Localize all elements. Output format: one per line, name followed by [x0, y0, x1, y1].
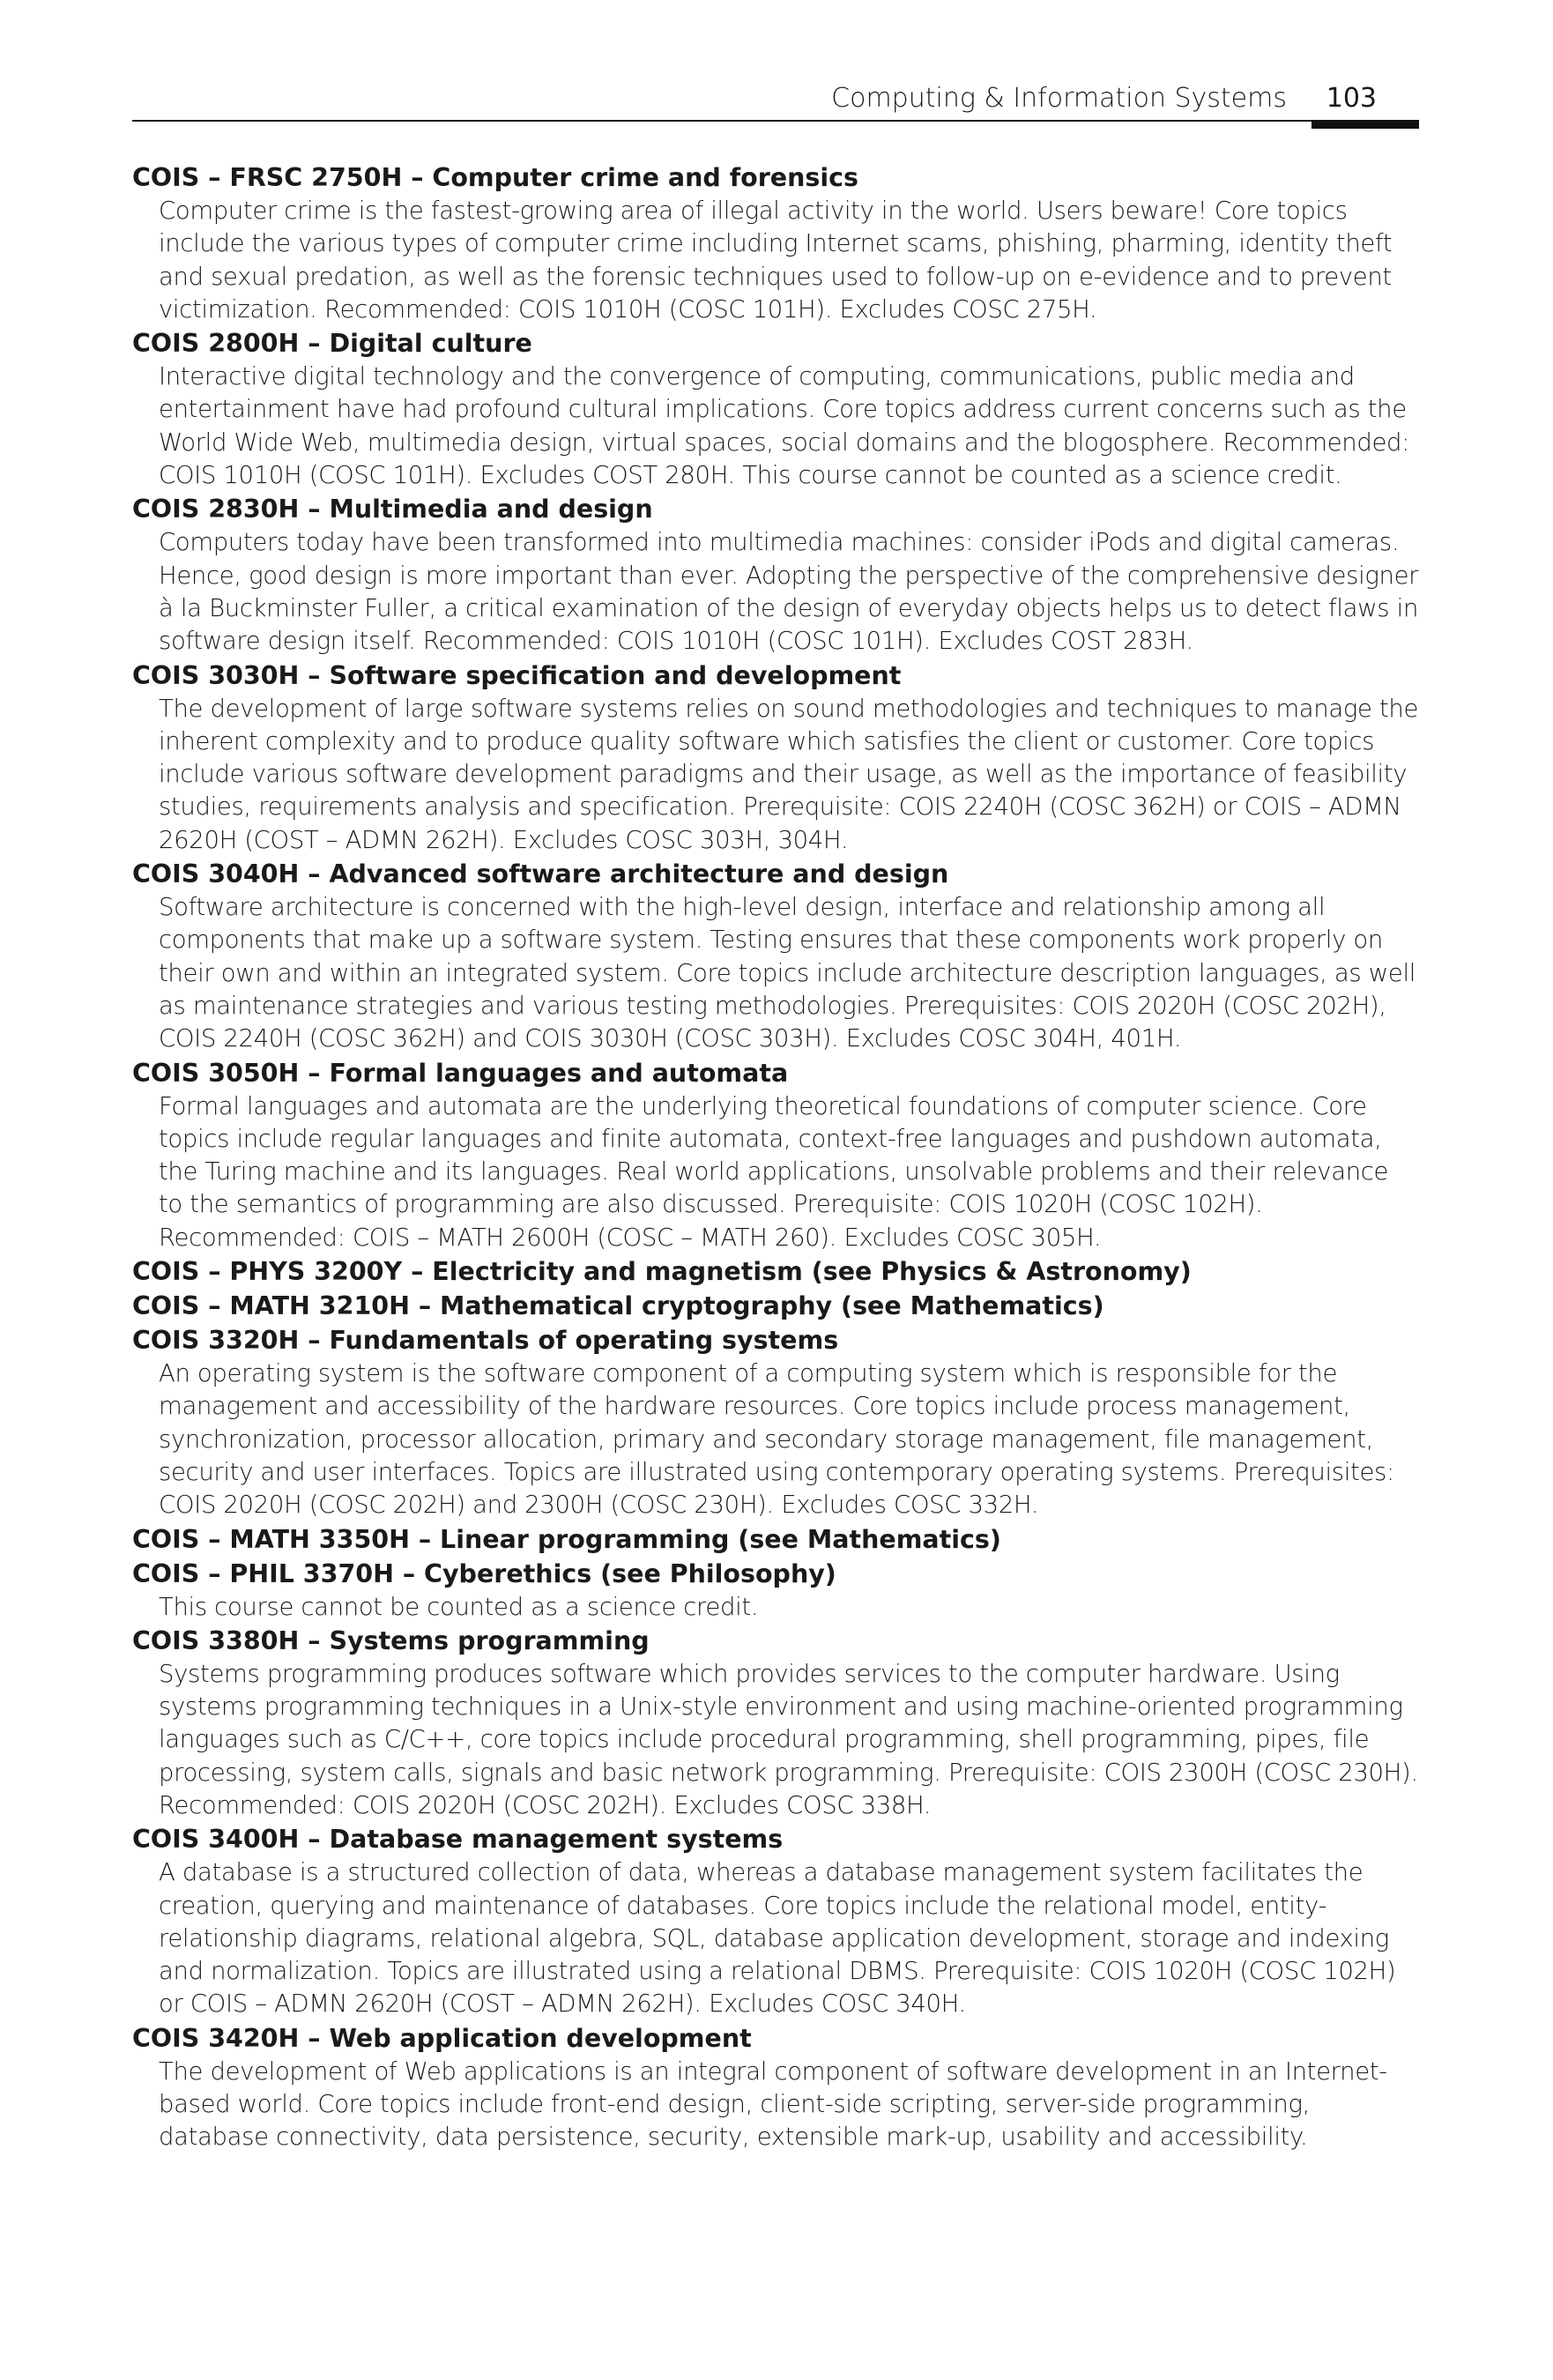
course-entry — [132, 326, 1419, 492]
course-entry — [132, 1289, 1419, 1323]
course-description: Interactive digital technology and the convergence of computing, communications, public media and entertainment have had profound cultural implications. Core topics address current concerns such as the World Wide Web, multimedia design, virtual spaces, social domains and the blogosphere. Recommended: COIS 1010H (COSC 101H). Excludes COST 280H. This course cannot be counted as a science credit. — [159, 362, 1410, 490]
course-description: Computers today have been transformed into multimedia machines: consider iPods and digital cameras. Hence, good design is more important than ever. Adopting the perspective of the comprehensive designer à la Buckminster Fuller, a critical examination of the design of everyday objects helps us to detect flaws in software design itself. Recommended: COIS 1010H (COSC 101H). Excludes COST 283H. — [159, 528, 1419, 656]
course-entry — [132, 1557, 1419, 1624]
running-header-section: Computing & Information Systems — [831, 83, 1287, 114]
course-title: COIS 2800H – Digital culture — [132, 329, 532, 359]
page-header — [132, 79, 1419, 123]
course-title: COIS 3420H – Web application development — [132, 2023, 752, 2053]
course-title: COIS – PHIL 3370H – Cyberethics (see Philosophy) — [132, 1558, 836, 1588]
course-description: A database is a structured collection of data, whereas a database management system facilitates the creation, querying and maintenance of databases. Core topics include the relational model, entity-relationship diagrams, relational algebra, SQL, database application development, storage and indexing and normalization. Topics are illustrated using a relational DBMS. Prerequisite: COIS 1020H (COSC 102H) or COIS – ADMN 2620H (COST – ADMN 262H). Excludes COSC 340H. — [159, 1858, 1396, 2019]
course-entry — [132, 1522, 1419, 1557]
page-number: 103 — [1326, 83, 1377, 114]
course-entry — [132, 658, 1419, 857]
course-title: COIS 3320H – Fundamentals of operating systems — [132, 1326, 839, 1356]
course-entry — [132, 160, 1419, 326]
course-title: COIS 3030H – Software specification and development — [132, 660, 902, 690]
course-title: COIS – MATH 3210H – Mathematical cryptography (see Mathematics) — [132, 1291, 1104, 1321]
course-title: COIS 3400H – Database management systems — [132, 1825, 784, 1855]
course-description: An operating system is the software component of a computing system which is responsible for the management and accessibility of the hardware resources. Core topics include process management, synchronization, processor allocation, primary and secondary storage management, file management, security and user interfaces. Topics are illustrated using contemporary operating systems. Prerequisites: COIS 2020H (COSC 202H) and 2300H (COSC 230H). Excludes COSC 332H. — [159, 1359, 1394, 1520]
course-entry — [132, 857, 1419, 1055]
course-title: COIS – FRSC 2750H – Computer crime and forensics — [132, 163, 858, 192]
page-edge-tab — [1312, 120, 1419, 129]
course-description: Systems programming produces software which provides services to the computer hardware. Using systems programming techniques in a Unix-style environment and using machine-oriented programming languages such as C/C++, core topics include procedural programming, shell programming, pipes, file processing, system calls, signals and basic network programming. Prerequisite: COIS 2300H (COSC 230H). Recommended: COIS 2020H (COSC 202H). Excludes COSC 338H. — [159, 1659, 1418, 1819]
course-entry — [132, 1254, 1419, 1289]
course-description: This course cannot be counted as a science credit. — [159, 1592, 759, 1621]
course-title: COIS 3380H – Systems programming — [132, 1625, 650, 1655]
header-rule — [132, 120, 1419, 122]
course-entry — [132, 2021, 1419, 2154]
course-description: Computer crime is the fastest-growing area of illegal activity in the world. Users beware! Core topics include the various types of computer crime including Internet scams, phishing, pharming, identity theft and sexual predation, as well as the forensic techniques used to follow-up on e-evidence and to prevent victimization. Recommended: COIS 1010H (COSC 101H). Excludes COSC 275H. — [159, 197, 1393, 324]
course-description: Software architecture is concerned with the high-level design, interface and relationship among all components that make up a software system. Testing ensures that these components work properly on their own and within an integrated system. Core topics include architecture description languages, as well as maintenance strategies and various testing methodologies. Prerequisites: COIS 2020H (COSC 202H), COIS 2240H (COSC 362H) and COIS 3030H (COSC 303H). Excludes COSC 304H, 401H. — [159, 893, 1416, 1053]
course-entry — [132, 492, 1419, 658]
course-title: COIS – MATH 3350H – Linear programming (see Mathematics) — [132, 1524, 1001, 1554]
course-title: COIS 3050H – Formal languages and automata — [132, 1058, 789, 1088]
course-entry — [132, 1624, 1419, 1822]
course-entry — [132, 1323, 1419, 1521]
course-title: COIS – PHYS 3200Y – Electricity and magnetism (see Physics & Astronomy) — [132, 1257, 1192, 1287]
course-title: COIS 2830H – Multimedia and design — [132, 495, 653, 524]
course-description: Formal languages and automata are the underlying theoretical foundations of computer science. Core topics include regular languages and finite automata, context-free languages and pushdown automata, the Turing machine and its languages. Real world applications, unsolvable problems and their relevance to the semantics of programming are also discussed. Prerequisite: COIS 1020H (COSC 102H). Recommended: COIS – MATH 2600H (COSC – MATH 260). Excludes COSC 305H. — [159, 1091, 1389, 1252]
course-entry — [132, 1056, 1419, 1254]
course-listing — [132, 160, 1419, 2154]
course-entry — [132, 1822, 1419, 2020]
course-description: The development of large software systems relies on sound methodologies and techniques to manage the inherent complexity and to produce quality software which satisfies the client or customer. Core topics include various software development paradigms and their usage, as well as the importance of feasibility studies, requirements analysis and specification. Prerequisite: COIS 2240H (COSC 362H) or COIS – ADMN 2620H (COST – ADMN 262H). Excludes COSC 303H, 304H. — [159, 694, 1419, 854]
course-description: The development of Web applications is an integral component of software development in an Internet-based world. Core topics include front-end design, client-side scripting, server-side programming, database connectivity, data persistence, security, extensible mark-up, usability and accessibility. — [159, 2056, 1387, 2152]
course-title: COIS 3040H – Advanced software architecture and design — [132, 859, 949, 889]
